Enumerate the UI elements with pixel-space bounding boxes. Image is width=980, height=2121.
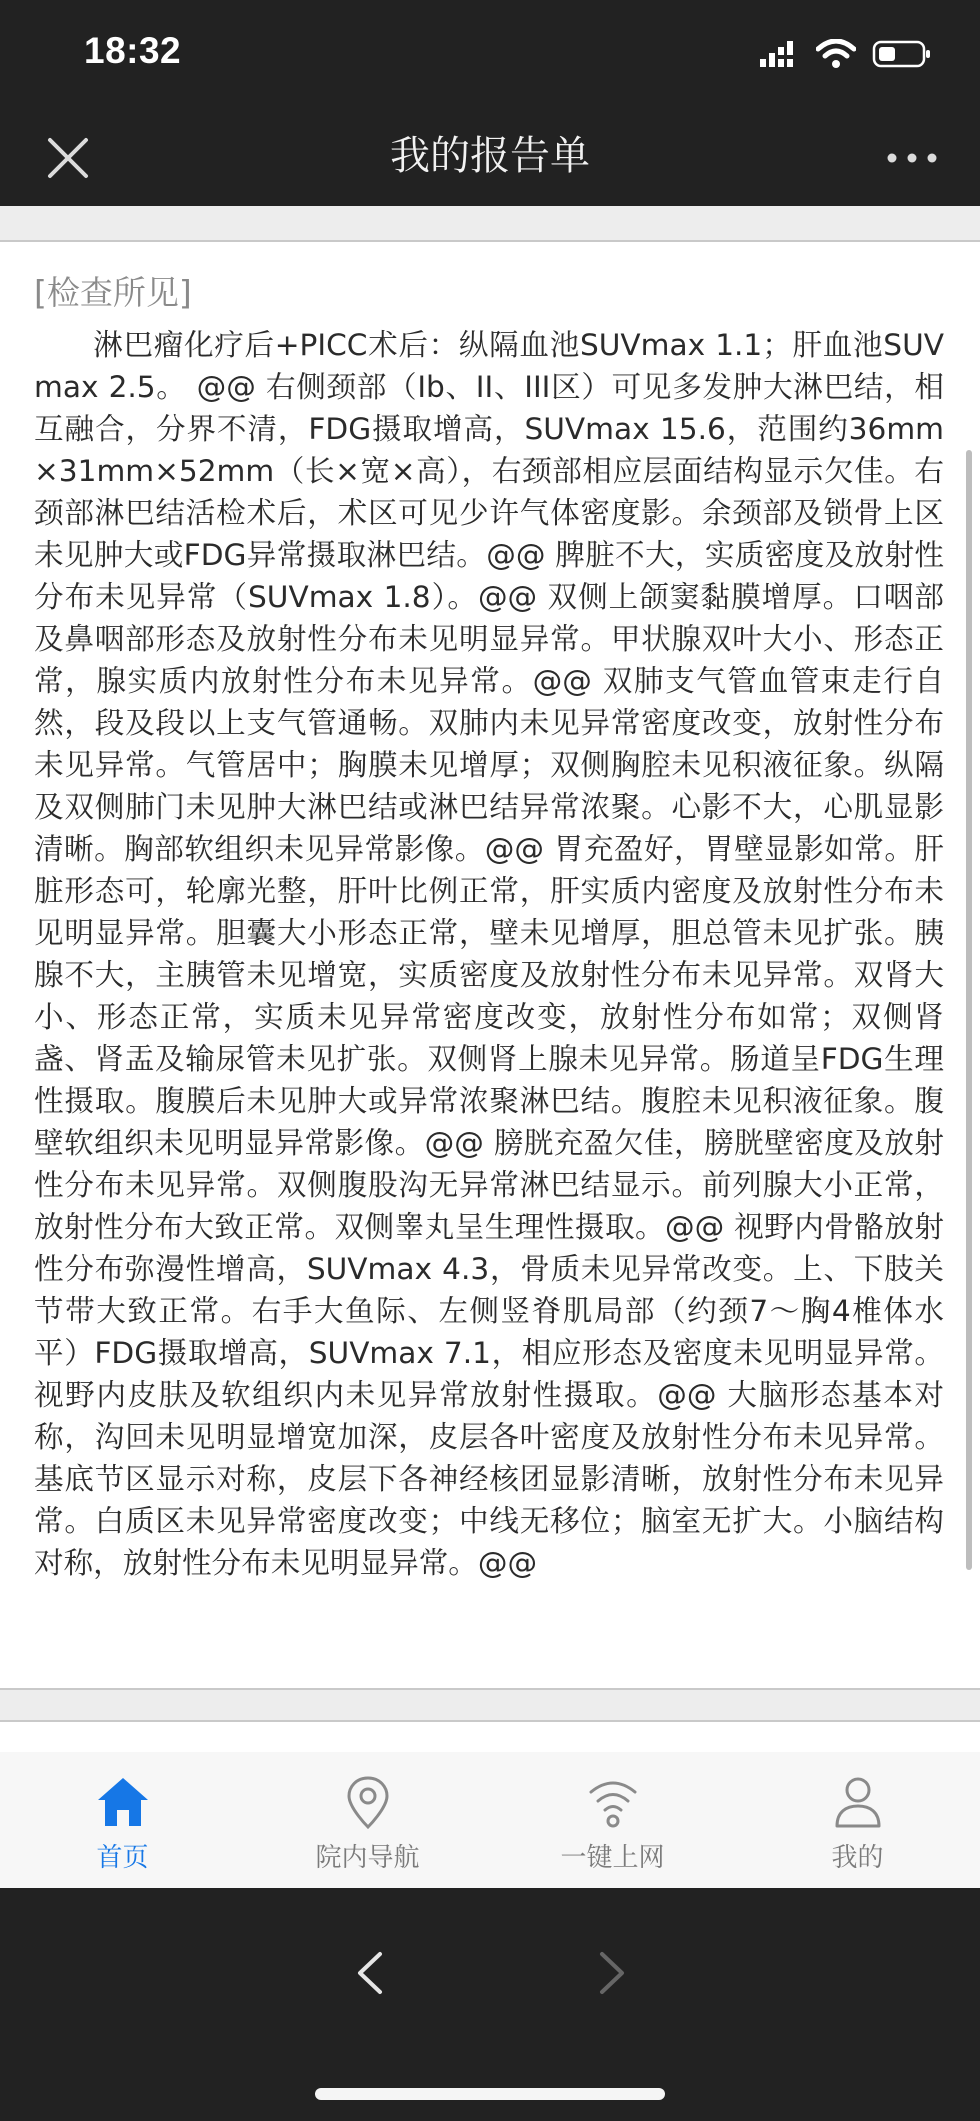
separator-strip (0, 206, 980, 242)
tab-label: 我的 (831, 1843, 884, 1873)
tab-label: 院内导航 (315, 1843, 420, 1873)
tab-wifi[interactable] (490, 1752, 735, 1888)
tab-profile[interactable] (735, 1752, 980, 1888)
tab-label: 首页 (96, 1843, 149, 1873)
battery-icon (872, 39, 932, 69)
tab-bar (0, 1752, 980, 1888)
scrollbar[interactable] (966, 450, 972, 1570)
forward-arrow-icon[interactable] (592, 1948, 632, 1998)
wifi-status-icon (816, 39, 856, 69)
back-arrow-icon[interactable] (350, 1948, 390, 1998)
page-title: 我的报告单 (390, 133, 590, 179)
status-time: 18:32 (84, 30, 182, 71)
section-heading: [检查所见] (34, 273, 192, 312)
signal-icon (760, 39, 800, 69)
tab-label: 一键上网 (560, 1843, 665, 1873)
separator-strip-lower (0, 1688, 980, 1722)
location-pin-icon (341, 1774, 395, 1830)
browser-toolbar (0, 1888, 980, 2121)
report-findings-text: 淋巴瘤化疗后+PICC术后：纵隔血池SUVmax 1.1；肝血池SUVmax 2.5。 @@ 右侧颈部（Ib、II、III区）可见多发肿大淋巴结，相互融合，分界不清，FDG摄取增高，SUVmax 15.6，范围约36mm×31mm×52mm（长×宽×高），右颈部相应层面结构显示欠佳。右颈部淋巴结活检术后，术区可见少许气体密度影。余颈部及锁骨上区未见肿大或FDG异常摄取淋巴结。@@ 脾脏不大，实质密度及放射性分布未见异常（SUVmax 1.8）。@@ 双侧上颌窦黏膜增厚。口咽部及鼻咽部形态及放射性分布未见明显异常。甲状腺双叶大小、形态正常，腺实质内放射性分布未见异常。@@ 双肺支气管血管束走行自然，段及段以上支气管通畅。双肺内未见异常密度改变，放射性分布未见异常。气管居中；胸膜未见增厚；双侧胸腔未见积液征象。纵隔及双侧肺门未见肿大淋巴结或淋巴结异常浓聚。心影不大，心肌显影清晰。胸部软组织未见异常影像。@@ 胃充盈好，胃壁显影如常。肝脏形态可，轮廓光整，肝叶比例正常，肝实质内密度及放射性分布未见明显异常。胆囊大小形态正常，壁未见增厚，胆总管未见扩张。胰腺不大，主胰管未见增宽，实质密度及放射性分布未见异常。双肾大小、形态正常，实质未见异常密度改变，放射性分布如常；双侧肾盏、肾盂及输尿管未见扩张。双侧肾上腺未见异常。肠道呈FDG生理性摄取。腹膜后未见肿大或异常浓聚淋巴结。腹腔未见积液征象。腹壁软组织未见明显异常影像。@@ 膀胱充盈欠佳，膀胱壁密度及放射性分布未见异常。双侧腹股沟无异常淋巴结显示。前列腺大小正常，放射性分布大致正常。双侧睾丸呈生理性摄取。@@ 视野内骨骼放射性分布弥漫性增高，SUVmax 4.3，骨质未见异常改变。上、下肢关节带大致正常。右手大鱼际、左侧竖脊肌局部（约颈7～胸4椎体水平）FDG摄取增高，SUVmax 7.1，相应形态及密度未见明显异常。视野内皮肤及软组织内未见异常放射性摄取。@@ 大脑形态基本对称，沟回未见明显增宽加深，皮层各叶密度及放射性分布未见异常。基底节区显示对称，皮层下各神经核团显影清晰，放射性分布未见异常。白质区未见异常密度改变；中线无移位；脑室无扩大。小脑结构对称，放射性分布未见明显异常。@@ (34, 328, 944, 1580)
status-bar (0, 0, 980, 110)
report-content[interactable] (0, 242, 980, 1688)
more-options-button[interactable] (880, 130, 944, 186)
status-icons (760, 34, 932, 74)
wifi-icon (586, 1774, 640, 1830)
home-icon (96, 1774, 150, 1830)
tab-home[interactable] (0, 1752, 245, 1888)
nav-bar (0, 110, 980, 206)
tab-navigation[interactable] (245, 1752, 490, 1888)
home-indicator[interactable] (315, 2088, 665, 2100)
user-icon (831, 1774, 885, 1830)
